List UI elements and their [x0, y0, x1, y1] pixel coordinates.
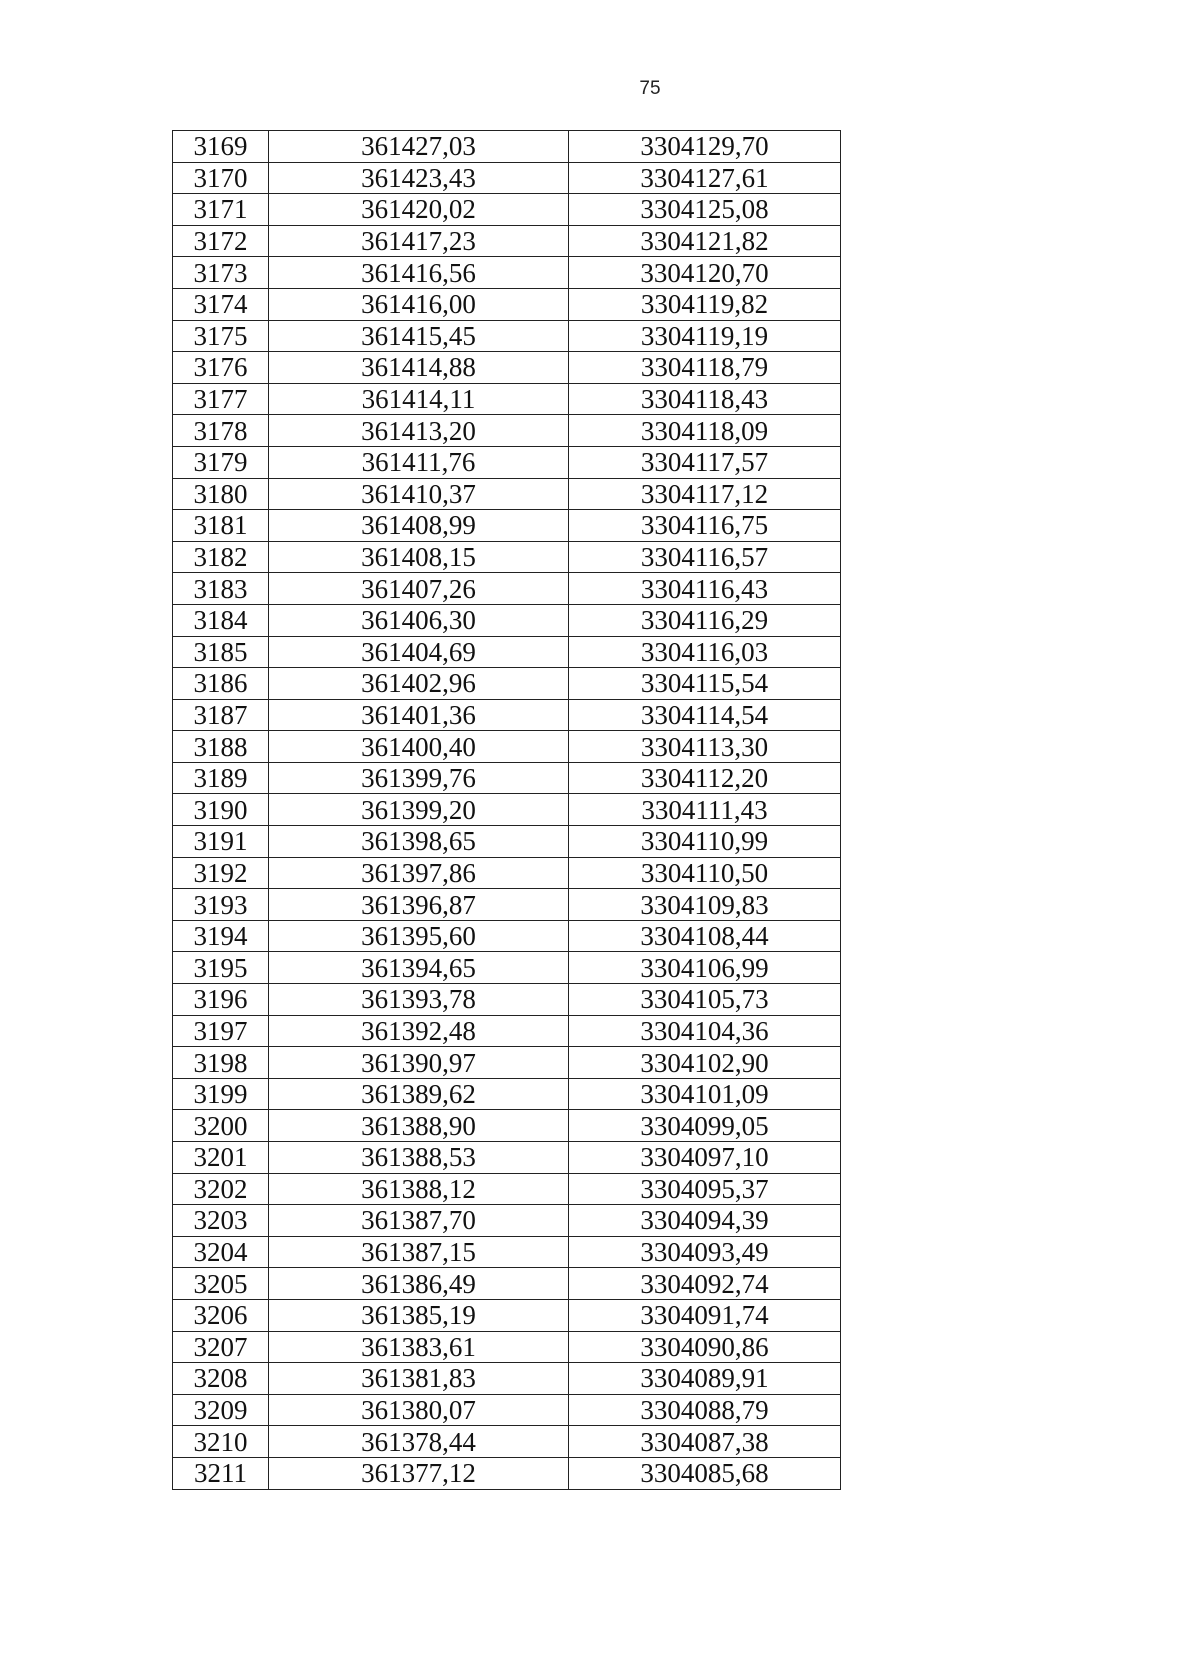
table-row — [173, 636, 841, 668]
x-coordinate-cell: 361420,02 — [269, 194, 569, 226]
y-coordinate-cell: 3304120,70 — [569, 257, 841, 289]
y-coordinate-cell: 3304108,44 — [569, 920, 841, 952]
table-row — [173, 1426, 841, 1458]
y-coordinate-cell: 3304119,82 — [569, 288, 841, 320]
x-coordinate-cell: 361401,36 — [269, 699, 569, 731]
point-number-cell: 3199 — [173, 1078, 269, 1110]
y-coordinate-cell: 3304102,90 — [569, 1047, 841, 1079]
table-row — [173, 1457, 841, 1489]
table-row — [173, 857, 841, 889]
x-coordinate-cell: 361399,76 — [269, 762, 569, 794]
point-number-cell: 3184 — [173, 604, 269, 636]
point-number-cell: 3191 — [173, 826, 269, 858]
y-coordinate-cell: 3304114,54 — [569, 699, 841, 731]
table-row — [173, 162, 841, 194]
point-number-cell: 3178 — [173, 415, 269, 447]
x-coordinate-cell: 361387,70 — [269, 1205, 569, 1237]
point-number-cell: 3211 — [173, 1457, 269, 1489]
table-row — [173, 826, 841, 858]
y-coordinate-cell: 3304110,99 — [569, 826, 841, 858]
x-coordinate-cell: 361414,88 — [269, 352, 569, 384]
table-row — [173, 952, 841, 984]
y-coordinate-cell: 3304109,83 — [569, 889, 841, 921]
x-coordinate-cell: 361388,90 — [269, 1110, 569, 1142]
y-coordinate-cell: 3304117,57 — [569, 446, 841, 478]
table-row — [173, 920, 841, 952]
x-coordinate-cell: 361377,12 — [269, 1457, 569, 1489]
y-coordinate-cell: 3304090,86 — [569, 1331, 841, 1363]
table-row — [173, 1205, 841, 1237]
point-number-cell: 3196 — [173, 984, 269, 1016]
x-coordinate-cell: 361416,56 — [269, 257, 569, 289]
y-coordinate-cell: 3304106,99 — [569, 952, 841, 984]
y-coordinate-cell: 3304093,49 — [569, 1236, 841, 1268]
x-coordinate-cell: 361387,15 — [269, 1236, 569, 1268]
y-coordinate-cell: 3304129,70 — [569, 131, 841, 163]
point-number-cell: 3174 — [173, 288, 269, 320]
table-row — [173, 984, 841, 1016]
x-coordinate-cell: 361386,49 — [269, 1268, 569, 1300]
x-coordinate-cell: 361423,43 — [269, 162, 569, 194]
x-coordinate-cell: 361417,23 — [269, 225, 569, 257]
x-coordinate-cell: 361411,76 — [269, 446, 569, 478]
x-coordinate-cell: 361392,48 — [269, 1015, 569, 1047]
y-coordinate-cell: 3304097,10 — [569, 1142, 841, 1174]
y-coordinate-cell: 3304116,43 — [569, 573, 841, 605]
y-coordinate-cell: 3304116,57 — [569, 541, 841, 573]
y-coordinate-cell: 3304118,43 — [569, 383, 841, 415]
x-coordinate-cell: 361378,44 — [269, 1426, 569, 1458]
table-row — [173, 1299, 841, 1331]
table-row — [173, 478, 841, 510]
x-coordinate-cell: 361396,87 — [269, 889, 569, 921]
table-row — [173, 889, 841, 921]
x-coordinate-cell: 361414,11 — [269, 383, 569, 415]
x-coordinate-cell: 361404,69 — [269, 636, 569, 668]
y-coordinate-cell: 3304101,09 — [569, 1078, 841, 1110]
x-coordinate-cell: 361388,12 — [269, 1173, 569, 1205]
table-row — [173, 794, 841, 826]
x-coordinate-cell: 361399,20 — [269, 794, 569, 826]
y-coordinate-cell: 3304113,30 — [569, 731, 841, 763]
y-coordinate-cell: 3304116,29 — [569, 604, 841, 636]
y-coordinate-cell: 3304088,79 — [569, 1394, 841, 1426]
table-row — [173, 194, 841, 226]
y-coordinate-cell: 3304111,43 — [569, 794, 841, 826]
x-coordinate-cell: 361380,07 — [269, 1394, 569, 1426]
table-row — [173, 1268, 841, 1300]
table-row — [173, 1236, 841, 1268]
x-coordinate-cell: 361415,45 — [269, 320, 569, 352]
x-coordinate-cell: 361406,30 — [269, 604, 569, 636]
point-number-cell: 3209 — [173, 1394, 269, 1426]
point-number-cell: 3194 — [173, 920, 269, 952]
x-coordinate-cell: 361408,15 — [269, 541, 569, 573]
point-number-cell: 3186 — [173, 668, 269, 700]
point-number-cell: 3189 — [173, 762, 269, 794]
y-coordinate-cell: 3304110,50 — [569, 857, 841, 889]
table-row — [173, 762, 841, 794]
point-number-cell: 3188 — [173, 731, 269, 763]
table-row — [173, 1015, 841, 1047]
y-coordinate-cell: 3304105,73 — [569, 984, 841, 1016]
point-number-cell: 3183 — [173, 573, 269, 605]
y-coordinate-cell: 3304089,91 — [569, 1363, 841, 1395]
point-number-cell: 3181 — [173, 510, 269, 542]
y-coordinate-cell: 3304125,08 — [569, 194, 841, 226]
table-row — [173, 1173, 841, 1205]
table-row — [173, 1142, 841, 1174]
point-number-cell: 3197 — [173, 1015, 269, 1047]
y-coordinate-cell: 3304121,82 — [569, 225, 841, 257]
y-coordinate-cell: 3304118,09 — [569, 415, 841, 447]
table-row — [173, 288, 841, 320]
point-number-cell: 3192 — [173, 857, 269, 889]
point-number-cell: 3180 — [173, 478, 269, 510]
table-row — [173, 1110, 841, 1142]
y-coordinate-cell: 3304094,39 — [569, 1205, 841, 1237]
point-number-cell: 3179 — [173, 446, 269, 478]
x-coordinate-cell: 361389,62 — [269, 1078, 569, 1110]
x-coordinate-cell: 361398,65 — [269, 826, 569, 858]
y-coordinate-cell: 3304116,03 — [569, 636, 841, 668]
point-number-cell: 3204 — [173, 1236, 269, 1268]
point-number-cell: 3202 — [173, 1173, 269, 1205]
x-coordinate-cell: 361416,00 — [269, 288, 569, 320]
point-number-cell: 3203 — [173, 1205, 269, 1237]
table-row — [173, 668, 841, 700]
table-row — [173, 541, 841, 573]
table-row — [173, 446, 841, 478]
x-coordinate-cell: 361408,99 — [269, 510, 569, 542]
point-number-cell: 3190 — [173, 794, 269, 826]
y-coordinate-cell: 3304092,74 — [569, 1268, 841, 1300]
point-number-cell: 3175 — [173, 320, 269, 352]
y-coordinate-cell: 3304112,20 — [569, 762, 841, 794]
table-row — [173, 415, 841, 447]
x-coordinate-cell: 361407,26 — [269, 573, 569, 605]
point-number-cell: 3170 — [173, 162, 269, 194]
table-row — [173, 699, 841, 731]
x-coordinate-cell: 361385,19 — [269, 1299, 569, 1331]
x-coordinate-cell: 361390,97 — [269, 1047, 569, 1079]
table-row — [173, 731, 841, 763]
x-coordinate-cell: 361410,37 — [269, 478, 569, 510]
x-coordinate-cell: 361402,96 — [269, 668, 569, 700]
x-coordinate-cell: 361383,61 — [269, 1331, 569, 1363]
table-row — [173, 1363, 841, 1395]
x-coordinate-cell: 361397,86 — [269, 857, 569, 889]
point-number-cell: 3206 — [173, 1299, 269, 1331]
point-number-cell: 3205 — [173, 1268, 269, 1300]
point-number-cell: 3169 — [173, 131, 269, 163]
y-coordinate-cell: 3304115,54 — [569, 668, 841, 700]
point-number-cell: 3201 — [173, 1142, 269, 1174]
point-number-cell: 3193 — [173, 889, 269, 921]
table-row — [173, 1047, 841, 1079]
table-row — [173, 1331, 841, 1363]
point-number-cell: 3182 — [173, 541, 269, 573]
coordinates-table-body — [173, 131, 841, 1490]
point-number-cell: 3185 — [173, 636, 269, 668]
table-row — [173, 510, 841, 542]
table-row — [173, 257, 841, 289]
x-coordinate-cell: 361413,20 — [269, 415, 569, 447]
y-coordinate-cell: 3304119,19 — [569, 320, 841, 352]
table-row — [173, 320, 841, 352]
table-row — [173, 225, 841, 257]
page-number: 75 — [639, 78, 661, 99]
point-number-cell: 3176 — [173, 352, 269, 384]
y-coordinate-cell: 3304116,75 — [569, 510, 841, 542]
point-number-cell: 3177 — [173, 383, 269, 415]
point-number-cell: 3172 — [173, 225, 269, 257]
point-number-cell: 3195 — [173, 952, 269, 984]
table-row — [173, 131, 841, 163]
x-coordinate-cell: 361395,60 — [269, 920, 569, 952]
point-number-cell: 3210 — [173, 1426, 269, 1458]
point-number-cell: 3171 — [173, 194, 269, 226]
point-number-cell: 3198 — [173, 1047, 269, 1079]
table-row — [173, 352, 841, 384]
point-number-cell: 3173 — [173, 257, 269, 289]
x-coordinate-cell: 361394,65 — [269, 952, 569, 984]
y-coordinate-cell: 3304118,79 — [569, 352, 841, 384]
y-coordinate-cell: 3304127,61 — [569, 162, 841, 194]
table-row — [173, 1394, 841, 1426]
table-row — [173, 604, 841, 636]
point-number-cell: 3200 — [173, 1110, 269, 1142]
y-coordinate-cell: 3304085,68 — [569, 1457, 841, 1489]
point-number-cell: 3208 — [173, 1363, 269, 1395]
table-row — [173, 573, 841, 605]
point-number-cell: 3187 — [173, 699, 269, 731]
y-coordinate-cell: 3304104,36 — [569, 1015, 841, 1047]
x-coordinate-cell: 361427,03 — [269, 131, 569, 163]
x-coordinate-cell: 361381,83 — [269, 1363, 569, 1395]
y-coordinate-cell: 3304095,37 — [569, 1173, 841, 1205]
table-row — [173, 383, 841, 415]
x-coordinate-cell: 361388,53 — [269, 1142, 569, 1174]
x-coordinate-cell: 361400,40 — [269, 731, 569, 763]
x-coordinate-cell: 361393,78 — [269, 984, 569, 1016]
table-row — [173, 1078, 841, 1110]
y-coordinate-cell: 3304117,12 — [569, 478, 841, 510]
y-coordinate-cell: 3304099,05 — [569, 1110, 841, 1142]
coordinates-table — [172, 130, 841, 1490]
y-coordinate-cell: 3304087,38 — [569, 1426, 841, 1458]
point-number-cell: 3207 — [173, 1331, 269, 1363]
y-coordinate-cell: 3304091,74 — [569, 1299, 841, 1331]
